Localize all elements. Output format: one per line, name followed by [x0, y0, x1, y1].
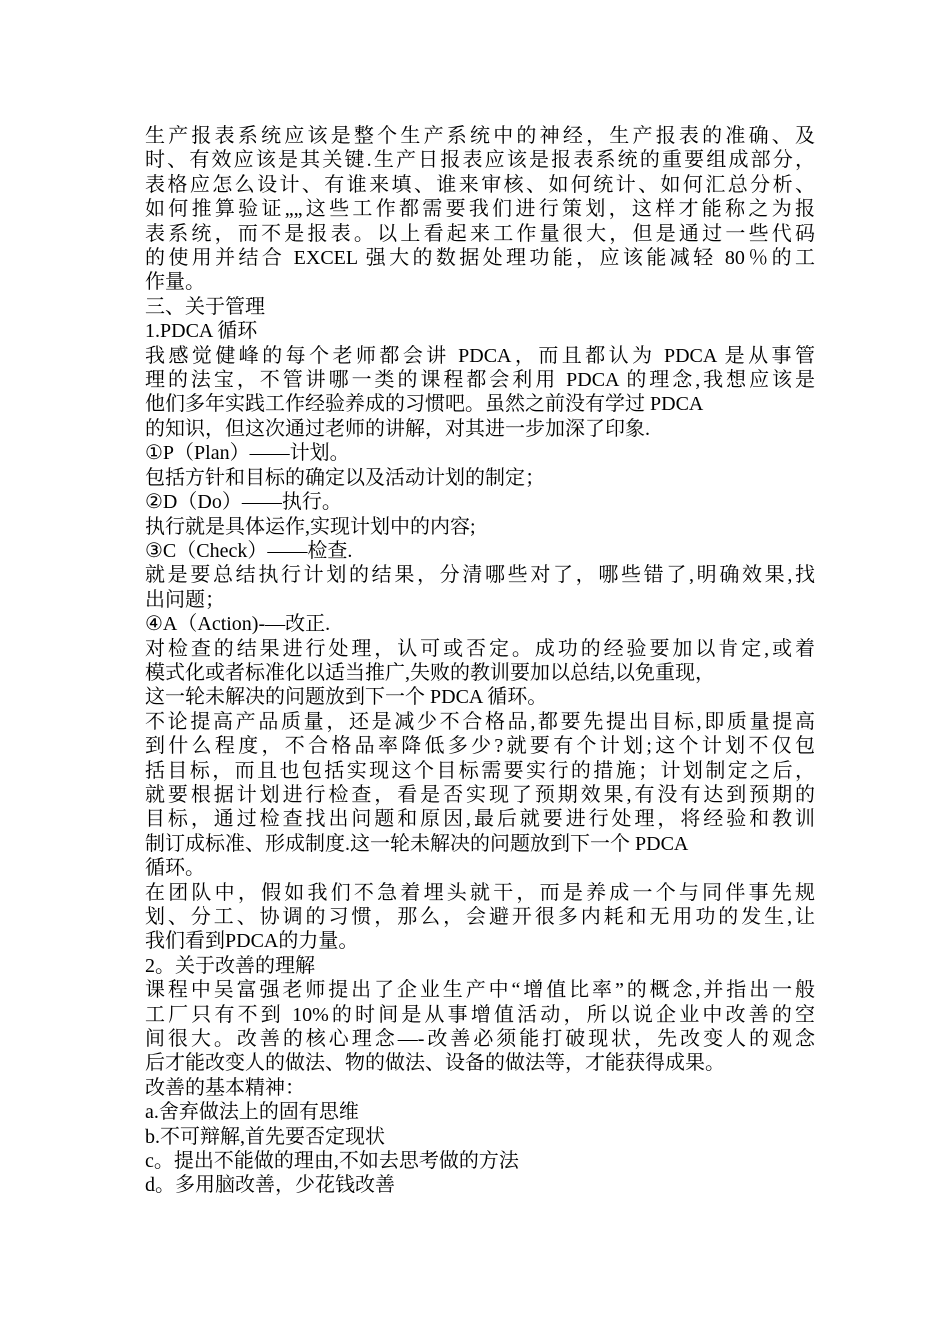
text-line: 理的法宝，不管讲哪一类的课程都会利用 PDCA 的理念,我想应该是 — [145, 369, 815, 392]
text-line: 1.PDCA 循环 — [145, 320, 258, 343]
spirit-d — [145, 1173, 815, 1197]
text-line: 出问题； — [145, 588, 225, 611]
text-line: 不论提高产品质量，还是减少不合格品,都要先提出目标,即质量提高 — [145, 710, 815, 733]
text-line: 括目标，而且也包括实现这个目标需要实行的措施；计划制定之后， — [145, 759, 815, 782]
item-plan — [145, 441, 815, 465]
text-line: 改善的基本精神： — [145, 1076, 305, 1099]
heading-basic-spirit — [145, 1076, 815, 1100]
text-line: 2。关于改善的理解 — [145, 954, 315, 977]
text-line: 目标，通过检查找出问题和原因,最后就要进行处理，将经验和教训 — [145, 808, 815, 831]
text-line: 工厂只有不到 10%的时间是从事增值活动，所以说企业中改善的空 — [145, 1003, 815, 1026]
item-do-desc — [145, 515, 815, 539]
item-do — [145, 490, 815, 514]
text-line: 就要根据计划进行检查，看是否实现了预期效果,有没有达到预期的 — [145, 783, 815, 806]
text-line: 执行就是具体运作,实现计划中的内容; — [145, 515, 476, 538]
text-line: 我们看到PDCA的力量。 — [145, 930, 359, 953]
text-line: 到什么程度，不合格品率降低多少?就要有个计划;这个计划不仅包 — [145, 735, 815, 758]
text-line: ②D（Do）——执行。 — [145, 491, 342, 514]
text-line: 划、分工、协调的习惯，那么，会避开很多内耗和无用功的发生,让 — [145, 906, 815, 928]
para-team — [145, 881, 815, 954]
spirit-a — [145, 1100, 815, 1124]
text-line: 生产报表系统应该是整个生产系统中的神经，生产报表的准确、及 — [145, 125, 815, 147]
item-check — [145, 539, 815, 563]
text-line: 三、关于管理 — [145, 295, 265, 318]
text-line: 这一轮未解决的问题放到下一个 PDCA 循环。 — [145, 686, 548, 709]
text-line: 就是要总结执行计划的结果，分清哪些对了，哪些错了,明确效果,找 — [145, 564, 815, 587]
text-line: d。多用脑改善，少花钱改善 — [145, 1174, 395, 1197]
para-value-added — [145, 978, 815, 1076]
text-line: ③C（Check）——检查. — [145, 539, 353, 562]
text-line: ④A（Action)-—改正. — [145, 613, 331, 636]
item-action-desc — [145, 637, 815, 710]
heading-pdca — [145, 319, 815, 343]
text-line: 包括方针和目标的确定以及活动计划的制定； — [145, 466, 545, 489]
spirit-c — [145, 1149, 815, 1173]
spirit-b — [145, 1125, 815, 1149]
item-plan-desc — [145, 466, 815, 490]
text-line: 作量。 — [145, 271, 205, 294]
text-line: 时、有效应该是其关键.生产日报表应该是报表系统的重要组成部分， — [145, 149, 815, 172]
text-line: 如何推算验证„„这些工作都需要我们进行策划，这样才能称之为报 — [145, 198, 815, 221]
text-line: 的知识，但这次通过老师的讲解，对其进一步加深了印象. — [145, 417, 650, 440]
text-line: 的使用并结合 EXCEL 强大的数据处理功能，应该能减轻 80％的工 — [145, 247, 815, 270]
text-line: ①P（Plan）——计划。 — [145, 442, 350, 465]
text-line: 他们多年实践工作经验养成的习惯吧。虽然之前没有学过 PDCA — [145, 393, 704, 416]
para-report-system — [145, 124, 815, 295]
text-line: a.舍弃做法上的固有思维 — [145, 1101, 359, 1124]
heading-improvement — [145, 954, 815, 978]
heading-management — [145, 295, 815, 319]
text-line: 制订成标准、形成制度.这一轮未解决的问题放到下一个 PDCA — [145, 832, 689, 855]
document-page — [145, 124, 815, 1198]
text-line: 模式化或者标准化以适当推广,失败的教训要加以总结,以免重现， — [145, 661, 715, 684]
document-body — [145, 124, 815, 1198]
text-line: 课程中吴富强老师提出了企业生产中“增值比率”的概念,并指出一般 — [145, 979, 815, 1002]
text-line: 循环。 — [145, 857, 205, 880]
text-line: 表格应怎么设计、有谁来填、谁来审核、如何统计、如何汇总分析、 — [145, 173, 815, 196]
text-line: 表系统，而不是报表。以上看起来工作量很大，但是通过一些代码 — [145, 222, 815, 245]
item-check-desc — [145, 563, 815, 612]
text-line: b.不可辩解,首先要否定现状 — [145, 1125, 385, 1148]
text-line: 对检查的结果进行处理，认可或否定。成功的经验要加以肯定,或着 — [145, 637, 815, 660]
text-line: c。提出不能做的理由,不如去思考做的方法 — [145, 1150, 519, 1173]
para-quality — [145, 710, 815, 881]
text-line: 我感觉健峰的每个老师都会讲 PDCA，而且都认为 PDCA 是从事管 — [145, 344, 815, 367]
text-line: 后才能改变人的做法、物的做法、设备的做法等，才能获得成果。 — [145, 1052, 725, 1075]
text-line: 在团队中，假如我们不急着埋头就干，而是养成一个与同伴事先规 — [145, 881, 815, 904]
text-line: 间很大。改善的核心理念—-改善必须能打破现状，先改变人的观念 — [145, 1028, 815, 1051]
item-action — [145, 612, 815, 636]
para-pdca-intro — [145, 344, 815, 442]
